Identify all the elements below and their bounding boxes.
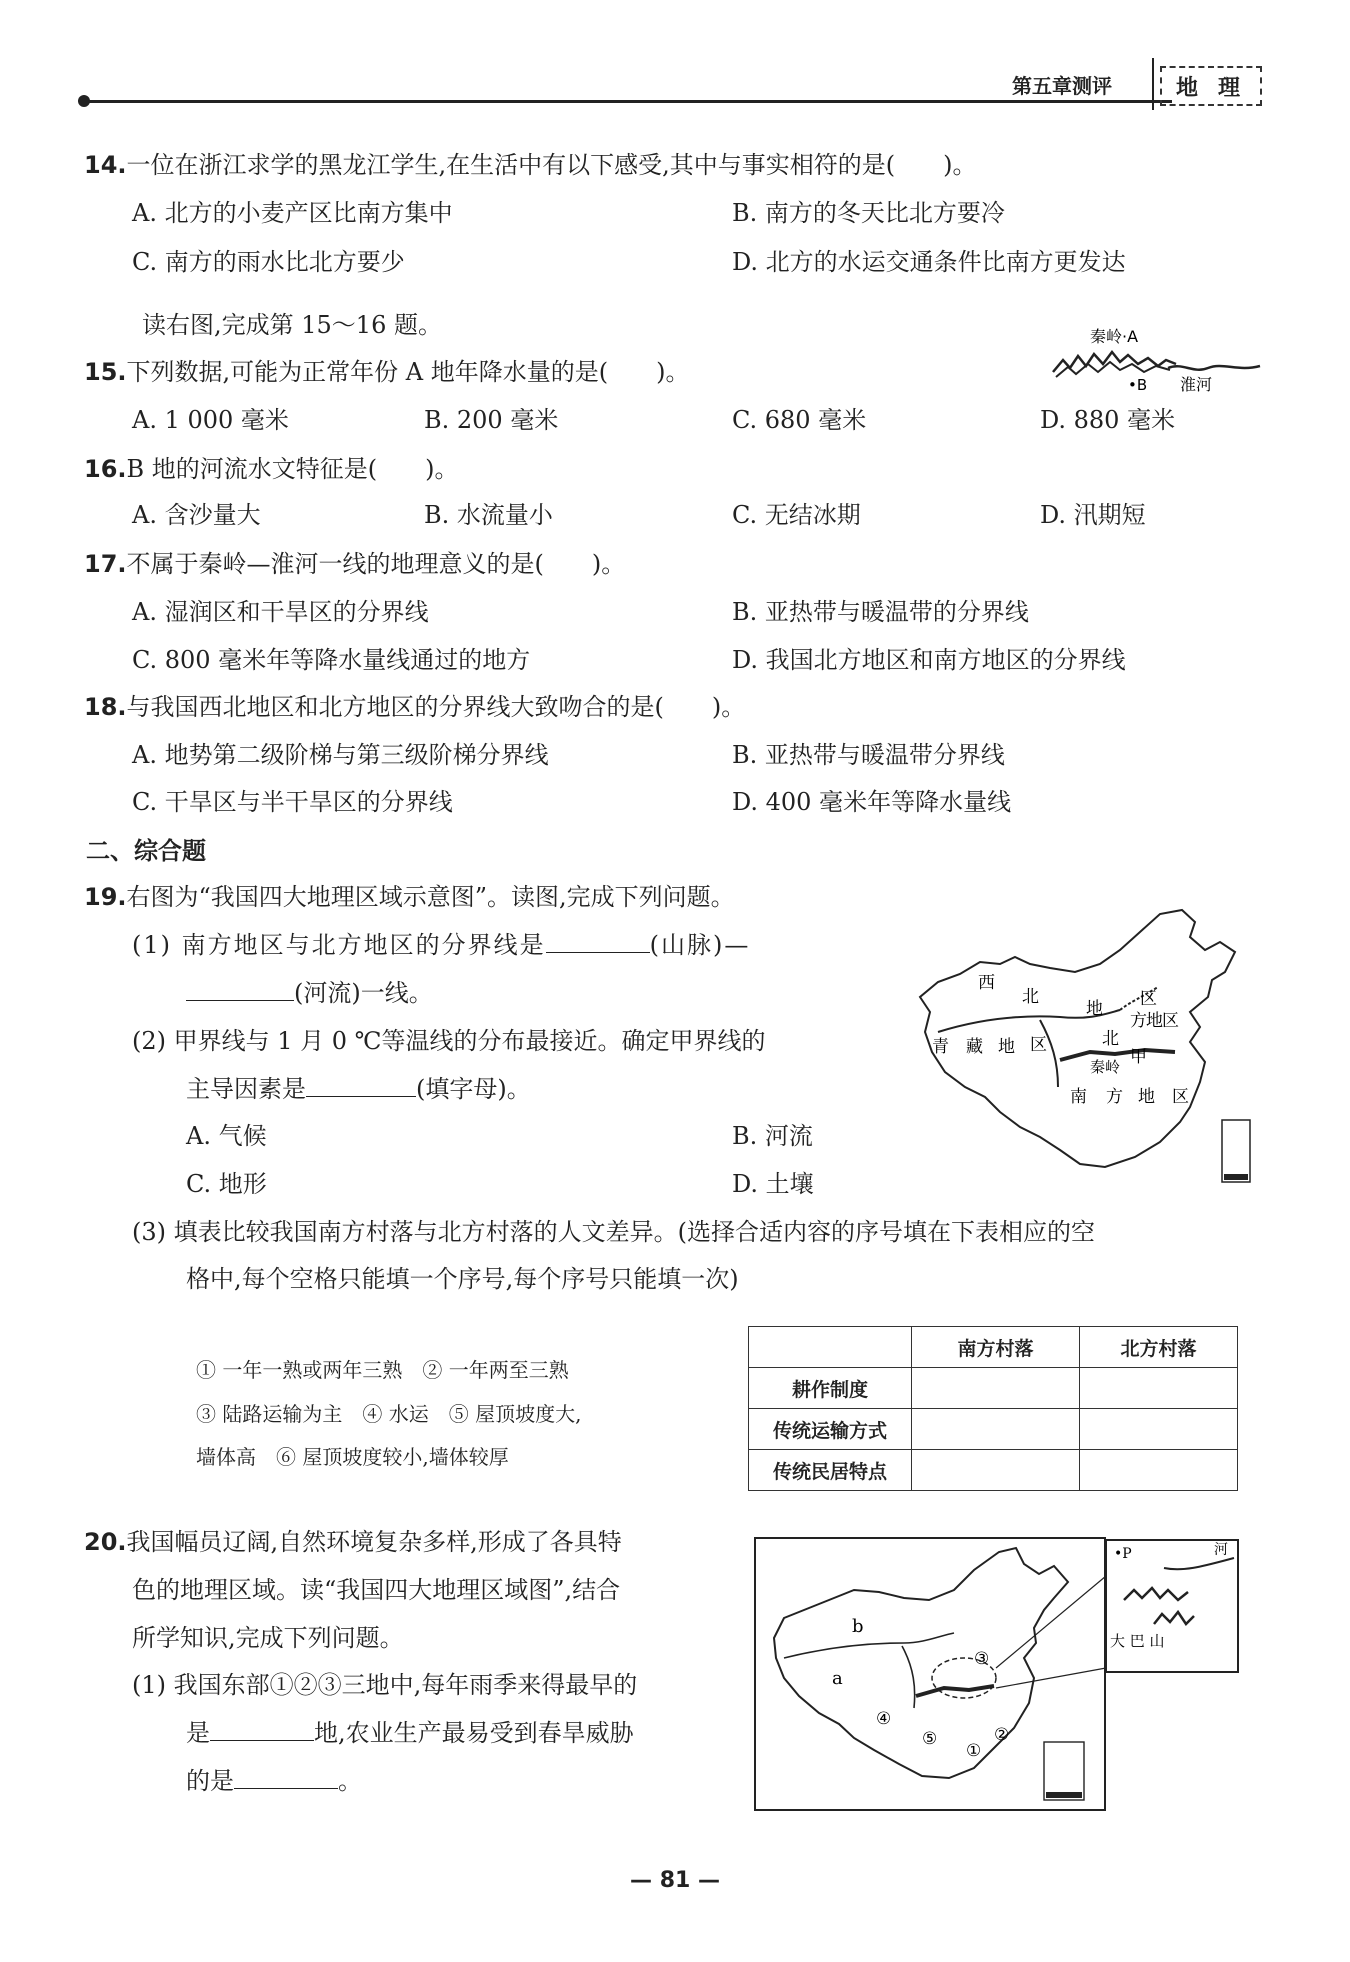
svg-text:甲: 甲 (1130, 1047, 1147, 1067)
svg-text:南: 南 (1070, 1087, 1087, 1107)
qinling-huaihe-sketch-map (1048, 322, 1264, 402)
svg-text:区: 区 (1140, 989, 1157, 1009)
q19-part1-line2: (河流)一线。 (186, 978, 433, 1008)
q19-options-line3: 墙体高 ⑥ 屋顶坡度较小,墙体较厚 (196, 1445, 509, 1469)
header-rule (82, 100, 1172, 103)
table-cell-south-farming[interactable] (912, 1368, 1080, 1409)
q15-option-d: D. 880 毫米 (1040, 406, 1176, 434)
section-heading: 二、综合题 (86, 837, 206, 865)
q17-option-a: A. 湿润区和干旱区的分界线 (132, 598, 429, 626)
q17-option-c: C. 800 毫米年等降水量线通过的地方 (132, 646, 531, 674)
svg-text:b: b (852, 1616, 864, 1637)
svg-text:方: 方 (1106, 1087, 1123, 1107)
q14-stem: 14.一位在浙江求学的黑龙江学生,在生活中有以下感受,其中与事实相符的是( )。 (84, 151, 977, 179)
q15-stem: 15.下列数据,可能为正常年份 A 地年降水量的是( )。 (84, 358, 690, 386)
svg-text:地: 地 (1086, 999, 1103, 1019)
svg-text:③: ③ (974, 1649, 990, 1669)
q16-option-b: B. 水流量小 (424, 501, 553, 529)
svg-text:方: 方 (1130, 1011, 1147, 1031)
q18-option-b: B. 亚热带与暖温带分界线 (732, 741, 1005, 769)
q16-option-c: C. 无结冰期 (732, 501, 861, 529)
q19-part2-line1: (2) 甲界线与 1 月 0 ℃等温线的分布最接近。确定甲界线的 (132, 1027, 766, 1055)
svg-text:地: 地 (1138, 1087, 1155, 1107)
svg-text:①: ① (966, 1741, 982, 1761)
q19-stem: 19.右图为“我国四大地理区域示意图”。读图,完成下列问题。 (84, 883, 735, 911)
read-note: 读右图,完成第 15～16 题。 (142, 311, 442, 339)
svg-text:秦岭: 秦岭 (1090, 1058, 1121, 1076)
q20-part1-line1: (1) 我国东部①②③三地中,每年雨季来得最早的 (132, 1671, 638, 1699)
table-cell-north-transport[interactable] (1080, 1409, 1238, 1450)
table-cell-north-farming[interactable] (1080, 1368, 1238, 1409)
table-header-north: 北方村落 (1080, 1327, 1238, 1368)
q17-option-d: D. 我国北方地区和南方地区的分界线 (732, 646, 1126, 674)
chapter-title: 第五章测评 (1012, 74, 1112, 98)
q15-option-a: A. 1 000 毫米 (132, 406, 289, 434)
svg-text:地: 地 (1146, 1011, 1163, 1031)
svg-text:藏: 藏 (966, 1037, 983, 1057)
q14-option-c: C. 南方的雨水比北方要少 (132, 248, 405, 276)
label-qinling-a: 秦岭·A (1090, 327, 1139, 346)
table-header-empty (749, 1327, 912, 1368)
label-huaihe: 淮河 (1180, 375, 1213, 394)
q14-option-d: D. 北方的水运交通条件比南方更发达 (732, 248, 1126, 276)
q19-options-line2: ③ 陆路运输为主 ④ 水运 ⑤ 屋顶坡度大, (196, 1402, 582, 1426)
q18-stem: 18.与我国西北地区和北方地区的分界线大致吻合的是( )。 (84, 693, 746, 721)
header-separator (1152, 58, 1154, 110)
table-cell-south-housing[interactable] (912, 1450, 1080, 1491)
comparison-table (748, 1326, 1238, 1491)
q18-option-d: D. 400 毫米年等降水量线 (732, 788, 1012, 816)
svg-text:区: 区 (1162, 1011, 1179, 1031)
svg-text:西: 西 (978, 973, 995, 993)
q19-option-c: C. 地形 (186, 1170, 267, 1198)
q20-part1-line2: 是 地,农业生产最易受到春旱威胁 (186, 1719, 634, 1747)
q18-option-c: C. 干旱区与半干旱区的分界线 (132, 788, 453, 816)
svg-text:•P: •P (1114, 1546, 1132, 1562)
q14-option-a: A. 北方的小麦产区比南方集中 (132, 199, 453, 227)
table-row-label: 耕作制度 (749, 1368, 912, 1409)
q19-option-b: B. 河流 (732, 1122, 813, 1150)
q20-part1-line3: 的是 。 (186, 1767, 362, 1795)
svg-text:北: 北 (1102, 1029, 1119, 1049)
table-cell-north-housing[interactable] (1080, 1450, 1238, 1491)
q14-option-b: B. 南方的冬天比北方要冷 (732, 199, 1005, 227)
q19-part3-line2: 格中,每个空格只能填一个序号,每个序号只能填一次) (186, 1265, 739, 1293)
q19-options-line1: ① 一年一熟或两年三熟 ② 一年两至三熟 (196, 1358, 569, 1382)
q16-option-d: D. 汛期短 (1040, 501, 1146, 529)
svg-text:河: 河 (1214, 1542, 1228, 1558)
svg-text:a: a (832, 1668, 843, 1689)
svg-text:区: 区 (1030, 1035, 1047, 1055)
four-regions-map (890, 902, 1260, 1204)
q15-option-b: B. 200 毫米 (424, 406, 559, 434)
svg-text:北: 北 (1022, 987, 1039, 1007)
q15-option-c: C. 680 毫米 (732, 406, 867, 434)
svg-text:地: 地 (998, 1037, 1015, 1057)
svg-text:⑤: ⑤ (922, 1729, 938, 1749)
svg-text:青: 青 (932, 1037, 949, 1057)
q19-part3-line1: (3) 填表比较我国南方村落与北方村落的人文差异。(选择合适内容的序号填在下表相应的空 (132, 1218, 1095, 1246)
q20-line2: 色的地理区域。读“我国四大地理区域图”,结合 (132, 1576, 621, 1604)
svg-text:④: ④ (876, 1709, 892, 1729)
table-row-label: 传统民居特点 (749, 1450, 912, 1491)
q19-option-d: D. 土壤 (732, 1170, 814, 1198)
q17-option-b: B. 亚热带与暖温带的分界线 (732, 598, 1029, 626)
subject-badge: 地理 (1160, 66, 1262, 106)
svg-text:②: ② (994, 1725, 1010, 1745)
svg-text:大 巴 山: 大 巴 山 (1110, 1632, 1165, 1650)
four-regions-map-q20 (754, 1528, 1240, 1812)
q17-stem: 17.不属于秦岭—淮河一线的地理意义的是( )。 (84, 550, 626, 578)
q20-line1: 20.我国幅员辽阔,自然环境复杂多样,形成了各具特 (84, 1528, 622, 1556)
table-header-south: 南方村落 (912, 1327, 1080, 1368)
q16-option-a: A. 含沙量大 (132, 501, 261, 529)
q19-part1-line1: (1) 南方地区与北方地区的分界线是 (山脉)— (132, 931, 751, 959)
q16-stem: 16.B 地的河流水文特征是( )。 (84, 455, 459, 483)
label-b: •B (1128, 376, 1148, 394)
q19-option-a: A. 气候 (186, 1122, 267, 1150)
q19-part2-line2: 主导因素是 (填字母)。 (186, 1075, 531, 1103)
q18-option-a: A. 地势第二级阶梯与第三级阶梯分界线 (132, 741, 549, 769)
svg-text:区: 区 (1172, 1087, 1189, 1107)
q20-line3: 所学知识,完成下列问题。 (132, 1624, 404, 1652)
table-cell-south-transport[interactable] (912, 1409, 1080, 1450)
page-number: — 81 — (630, 1868, 720, 1893)
table-row-label: 传统运输方式 (749, 1409, 912, 1450)
